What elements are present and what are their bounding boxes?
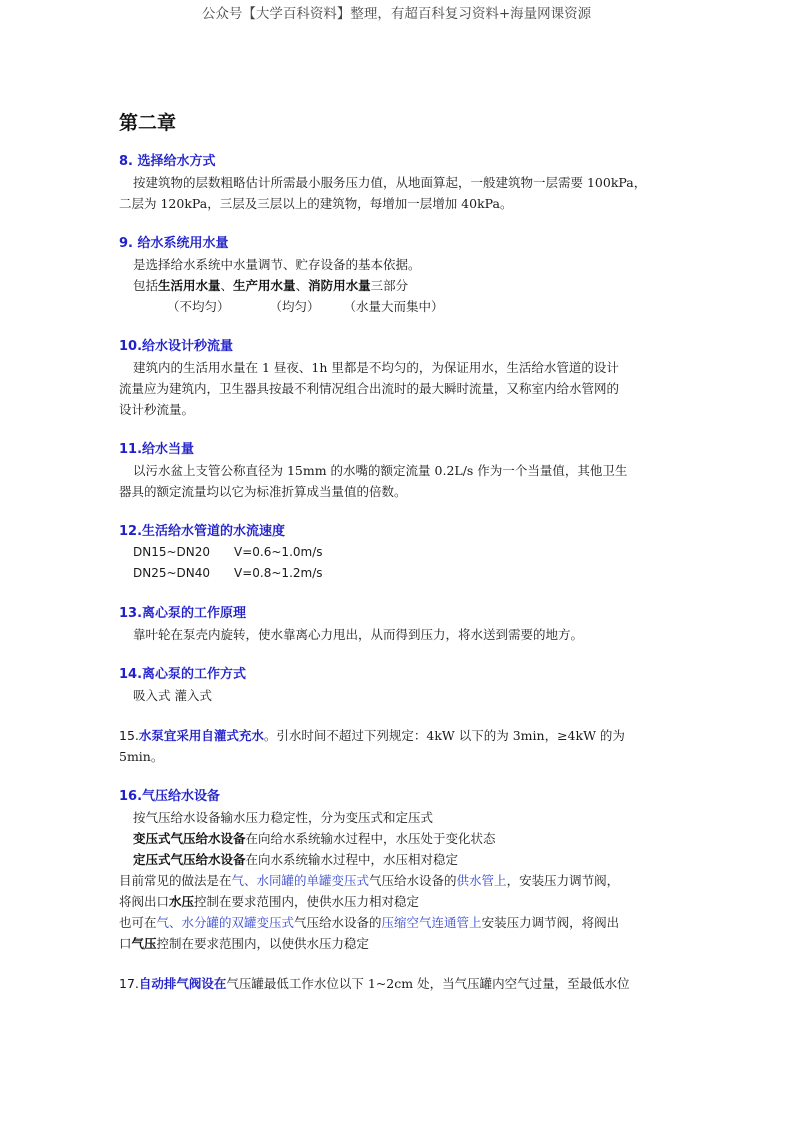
bold-term: 消防用水量 xyxy=(308,278,371,293)
paragraph-line: 流量应为建筑内，卫生器具按最不利情况组合出流时的最大瞬时流量，又称室内给水管网的 xyxy=(119,381,620,396)
highlighted-term: 供水管上 xyxy=(456,873,507,888)
text-run: 安装压力调节阀，将阀出 xyxy=(481,915,620,930)
paragraph-line: 二层为 120kPa，三层及三层以上的建筑物，每增加一层增加 40kPa。 xyxy=(119,196,513,211)
section-14 xyxy=(119,664,679,706)
paragraph-line xyxy=(119,870,679,891)
section-title: 10.给水设计秒流量 xyxy=(119,339,234,354)
velocity-row xyxy=(119,542,679,563)
paragraph-line xyxy=(119,828,679,849)
chapter-title: 第二章 xyxy=(119,112,177,134)
section-8 xyxy=(119,151,679,214)
document-body xyxy=(119,108,679,1013)
bold-term: 生产用水量 xyxy=(233,278,296,293)
paragraph-line: 吸入式 灌入式 xyxy=(133,688,212,703)
paragraph-line xyxy=(119,933,679,954)
text-run: 目前常见的做法是在 xyxy=(119,873,232,888)
bold-term: 气压 xyxy=(131,936,157,951)
paragraph-line xyxy=(119,973,679,994)
text-run: 、 xyxy=(295,278,309,293)
highlighted-term: 气、水分罐的双罐变压式 xyxy=(156,915,295,930)
paragraph-line: 设计秒流量。 xyxy=(119,402,195,417)
note: （均匀） xyxy=(269,299,320,314)
paragraph-line: 建筑内的生活用水量在 1 昼夜、1h 里都是不均匀的，为保证用水，生活给水管道的设计 xyxy=(133,360,619,375)
item-number: 15. xyxy=(119,728,139,743)
text-run: 气压给水设备的 xyxy=(369,873,457,888)
paragraph-line xyxy=(119,725,679,746)
paragraph-line: 按气压给水设备输水压力稳定性，分为变压式和定压式 xyxy=(133,810,434,825)
text-run: 控制在要求范围内，使供水压力相对稳定 xyxy=(194,894,420,909)
text-run: 。引水时间不超过下列规定：4kW 以下的为 3min，≥4kW 的为 xyxy=(263,728,625,743)
velocity-row xyxy=(119,563,679,584)
text-run: 口 xyxy=(119,936,132,951)
paragraph-line: 靠叶轮在泵壳内旋转，使水靠离心力甩出，从而得到压力，将水送到需要的地方。 xyxy=(133,627,584,642)
bold-term: 水压 xyxy=(169,894,195,909)
paragraph-line xyxy=(119,849,679,870)
section-title: 11.给水当量 xyxy=(119,442,195,457)
paragraph-line xyxy=(119,296,679,317)
pipe-diameter: DN15~DN20 xyxy=(133,545,211,559)
section-9 xyxy=(119,233,679,317)
section-16 xyxy=(119,786,679,954)
text-run: 控制在要求范围内，以使供水压力稳定 xyxy=(156,936,370,951)
text-run: 在向给水系统输水过程中，水压处于变化状态 xyxy=(245,831,496,846)
text-run: 气压给水设备的 xyxy=(294,915,382,930)
paragraph-line: 以污水盆上支管公称直径为 15mm 的水嘴的额定流量 0.2L/s 作为一个当量值，其他卫生 xyxy=(133,463,628,478)
section-12 xyxy=(119,521,679,584)
paragraph-line xyxy=(119,912,679,933)
section-10 xyxy=(119,336,679,420)
paragraph-line: 器具的额定流量均以它为标准折算成当量值的倍数。 xyxy=(119,484,407,499)
section-title: 14.离心泵的工作方式 xyxy=(119,667,247,682)
velocity-value: V=0.8~1.2m/s xyxy=(234,566,323,580)
text-run: 三部分 xyxy=(370,278,409,293)
pipe-diameter: DN25~DN40 xyxy=(133,566,211,580)
bold-term: 自动排气阀设在 xyxy=(138,976,227,991)
paragraph-line xyxy=(119,891,679,912)
text-run: 将阀出口 xyxy=(119,894,170,909)
section-title: 13.离心泵的工作原理 xyxy=(119,606,247,621)
text-run: 气压罐最低工作水位以下 1~2cm 处，当气压罐内空气过量，至最低水位 xyxy=(226,976,630,991)
bold-term: 生活用水量 xyxy=(158,278,221,293)
highlighted-term: 压缩空气连通管上 xyxy=(381,915,482,930)
section-title: 12.生活给水管道的水流速度 xyxy=(119,524,286,539)
section-title: 16.气压给水设备 xyxy=(119,789,221,804)
section-11 xyxy=(119,439,679,502)
section-17 xyxy=(119,973,679,994)
highlighted-term: 气、水同罐的单罐变压式 xyxy=(231,873,370,888)
velocity-value: V=0.6~1.0m/s xyxy=(234,545,323,559)
note: （水量大而集中） xyxy=(343,299,444,314)
text-run: ，安装压力调节阀， xyxy=(506,873,620,888)
bold-term: 定压式气压给水设备 xyxy=(133,852,246,867)
paragraph-line: 是选择给水系统中水量调节、贮存设备的基本依据。 xyxy=(133,257,421,272)
section-title: 8. 选择给水方式 xyxy=(119,154,216,169)
section-15 xyxy=(119,725,679,767)
text-run: 包括 xyxy=(133,278,159,293)
bold-term: 水泵宜采用自灌式充水 xyxy=(138,728,264,743)
section-title: 9. 给水系统用水量 xyxy=(119,236,229,251)
page-header: 公众号【大学百科资料】整理，有超百科复习资料+海量网课资源 xyxy=(201,6,592,22)
text-run: 也可在 xyxy=(119,915,157,930)
text-run: 、 xyxy=(220,278,234,293)
paragraph-line: 按建筑物的层数粗略估计所需最小服务压力值，从地面算起，一般建筑物一层需要 100kPa， xyxy=(133,175,647,190)
paragraph-line: 5min。 xyxy=(119,749,164,764)
item-number: 17. xyxy=(119,976,139,991)
paragraph-line xyxy=(119,275,679,296)
note: （不均匀） xyxy=(167,299,230,314)
bold-term: 变压式气压给水设备 xyxy=(133,831,246,846)
section-13 xyxy=(119,603,679,645)
text-run: 在向水系统输水过程中，水压相对稳定 xyxy=(245,852,459,867)
